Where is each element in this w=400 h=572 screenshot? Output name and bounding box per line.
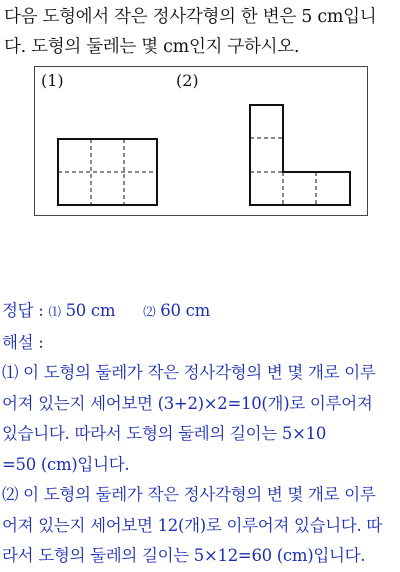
explanation-line: 어져 있는지 세어보면 (3+2)×2=10(개)로 이루어져 xyxy=(2,393,373,413)
question-line-1: 다음 도형에서 작은 정사각형의 한 변은 5 cm입니 xyxy=(4,7,377,27)
explanation-line: =50 (cm)입니다. xyxy=(2,454,130,474)
answer-section xyxy=(2,296,398,572)
figure-label-2: (2) xyxy=(176,71,199,90)
answer-2-number: ⑵ xyxy=(143,304,156,319)
answer-line xyxy=(2,296,398,328)
answer-1-number: ⑴ xyxy=(48,304,61,319)
explanation-line: ⑴ 이 도형의 둘레가 작은 정사각형의 변 몇 개로 이루 xyxy=(2,363,376,382)
explanation-line: 라서 도형의 둘레의 길이는 5×12=60 (cm)입니다. xyxy=(2,546,366,565)
shape-2-l-shape xyxy=(250,105,350,205)
explanation-label: 해설 : xyxy=(2,332,44,352)
explanation-line: 어져 있는지 세어보면 12(개)로 이루어져 있습니다. 따 xyxy=(2,515,383,535)
answer-2-value: 60 cm xyxy=(160,301,210,320)
answer-header-label: 정답 : xyxy=(2,301,44,320)
question-line-2: 다. 도형의 둘레는 몇 cm인지 구하시오. xyxy=(4,37,300,57)
shape-1-rectangle xyxy=(58,139,157,205)
explanation-line: ⑵ 이 도형의 둘레가 작은 정사각형의 변 몇 개로 이루 xyxy=(2,485,376,504)
answer-1-value: 50 cm xyxy=(65,301,116,320)
figure-drawing xyxy=(34,66,368,216)
explanation-line: 있습니다. 따라서 도형의 둘레의 길이는 5×10 xyxy=(2,424,327,443)
question-text xyxy=(4,2,398,62)
figure-label-1: (1) xyxy=(41,71,64,90)
figure-box xyxy=(34,66,368,216)
